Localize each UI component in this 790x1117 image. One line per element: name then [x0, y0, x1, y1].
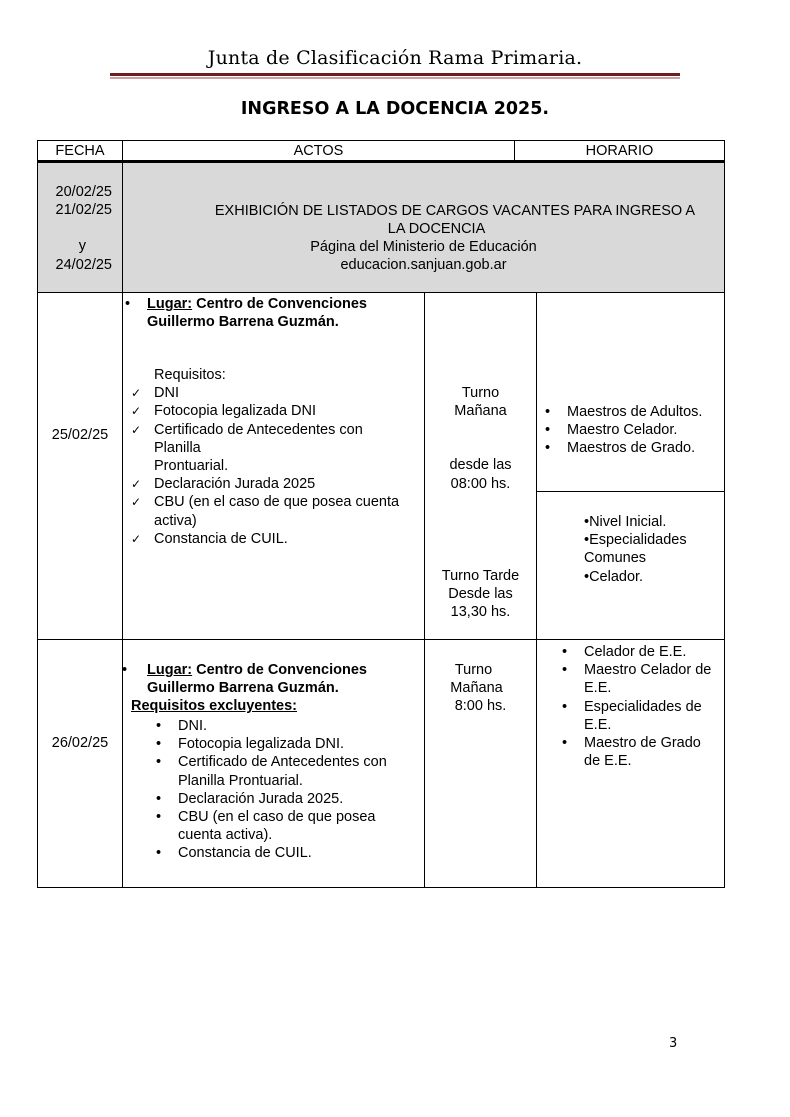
requirement-item: ✓ DNI — [154, 384, 424, 402]
turno-line: 08:00 hs. — [450, 475, 511, 492]
date: 20/02/25 — [55, 184, 112, 200]
cargo-item: Comunes — [584, 550, 647, 567]
column-divider — [536, 292, 537, 888]
turno-line: Desde las — [448, 586, 513, 603]
row-divider — [37, 639, 725, 640]
date: 21/02/25 — [55, 202, 112, 219]
date-connector: y — [78, 238, 86, 255]
turno-line: Turno — [454, 662, 493, 678]
row1-act — [185, 202, 725, 220]
row1-act-cont — [123, 220, 724, 275]
row3-date: 26/02/25 — [51, 735, 109, 751]
table-border-right — [724, 140, 725, 888]
header-rule-light — [110, 77, 680, 79]
table-border-bottom — [37, 887, 725, 888]
requisitos-label: Requisitos: — [154, 367, 226, 383]
cargo-item: • Especialidades de — [584, 698, 725, 716]
table-border-top — [37, 140, 725, 141]
requirement-item: ✓ CBU (en el caso de que posea cuenta — [154, 493, 424, 511]
row2-requirements — [154, 366, 424, 548]
column-header-horario: HORARIO — [585, 143, 654, 159]
cargo-item-cont: E.E. — [584, 680, 612, 697]
cargo-item: •Especialidades — [584, 532, 687, 549]
turno-line: desde las — [449, 457, 512, 474]
document-title: INGRESO A LA DOCENCIA 2025. — [240, 99, 550, 119]
cargo-item: •Nivel Inicial. — [584, 514, 667, 530]
row2-date: 25/02/25 — [51, 427, 109, 443]
lugar-label: Lugar: — [147, 662, 193, 678]
column-header-fecha: FECHA — [55, 143, 105, 159]
act-line: LA DOCENCIA — [387, 221, 486, 237]
row3-turno — [425, 661, 536, 716]
act-line: EXHIBICIÓN DE LISTADOS DE CARGOS VACANTES PARA INGRESO A — [214, 203, 696, 219]
row2-turno-manana — [425, 384, 536, 493]
lugar-text: Guillermo Barrena Guzmán. — [147, 314, 339, 331]
requirement-item-cont: Prontuarial. — [154, 458, 229, 475]
lugar-text: Centro de Convenciones — [192, 662, 367, 678]
row2-cargos-tarde — [584, 513, 724, 586]
row-divider — [37, 292, 725, 293]
cargo-item: • Maestro Celador. — [567, 421, 724, 439]
turno-line: Turno Tarde — [441, 568, 520, 584]
turno-line: 13,30 hs. — [450, 604, 511, 621]
cargo-item: • Maestros de Grado. — [567, 439, 724, 457]
cell-divider — [536, 491, 725, 492]
row3-acts: • Lugar: Centro de Convenciones Guillermo Barrena Guzmán. Requisitos excluyentes: — [131, 661, 423, 716]
requirement-item: ✓ Fotocopia legalizada DNI — [154, 402, 424, 420]
row2-turno-tarde — [425, 567, 536, 622]
requirement-item: ✓ Declaración Jurada 2025 — [154, 475, 424, 493]
lugar-text: Guillermo Barrena Guzmán. — [147, 680, 339, 697]
date: 24/02/25 — [55, 256, 112, 273]
requirement-item: • CBU (en el caso de que posea — [178, 808, 423, 826]
requirement-item: ✓ Certificado de Antecedentes con — [154, 421, 424, 439]
cargo-item-cont: de E.E. — [584, 753, 632, 770]
cargo-item: • Maestro Celador de — [584, 661, 725, 679]
cargo-item: •Celador. — [584, 568, 644, 585]
requirement-item: • Fotocopia legalizada DNI. — [178, 735, 423, 753]
turno-line: 8:00 hs. — [454, 698, 507, 715]
requirement-item: • Certificado de Antecedentes con — [178, 753, 423, 771]
requirement-item-cont: Planilla Prontuarial. — [178, 772, 303, 789]
turno-line: Mañana — [454, 403, 507, 420]
row3-requirements — [178, 717, 423, 863]
requirement-item-cont: activa) — [154, 512, 197, 529]
row3-cargos — [584, 643, 725, 770]
turno-line: Mañana — [450, 680, 503, 697]
requirement-item-cont: Planilla — [154, 439, 201, 456]
requirement-item: ✓ Constancia de CUIL. — [154, 530, 424, 548]
turno-line: Turno — [461, 385, 500, 401]
table-header-divider — [37, 160, 725, 163]
cargo-item-cont: E.E. — [584, 716, 612, 733]
requirement-item: • Constancia de CUIL. — [178, 844, 423, 862]
lugar-text: Centro de Convenciones — [192, 296, 367, 312]
page-number: 3 — [669, 1036, 678, 1051]
requisitos-label: Requisitos excluyentes: — [131, 698, 297, 715]
header-title: Junta de Clasificación Rama Primaria. — [207, 47, 583, 69]
row2-lugar — [147, 295, 423, 331]
lugar-label: Lugar: — [147, 296, 193, 312]
header-rule — [110, 73, 680, 76]
requirement-item: • DNI. — [178, 717, 423, 735]
cargo-item: • Maestro de Grado — [584, 734, 725, 752]
row2-cargos-manana — [567, 403, 724, 458]
row1-dates — [38, 183, 112, 274]
requirement-item-cont: cuenta activa). — [178, 827, 273, 844]
act-line: Página del Ministerio de Educación — [310, 239, 537, 256]
requirement-item: • Declaración Jurada 2025. — [178, 790, 423, 808]
cargo-item: • Maestros de Adultos. — [567, 403, 724, 421]
act-line: educacion.sanjuan.gob.ar — [340, 257, 507, 274]
cargo-item: • Celador de E.E. — [584, 643, 725, 661]
column-header-actos: ACTOS — [293, 143, 344, 159]
